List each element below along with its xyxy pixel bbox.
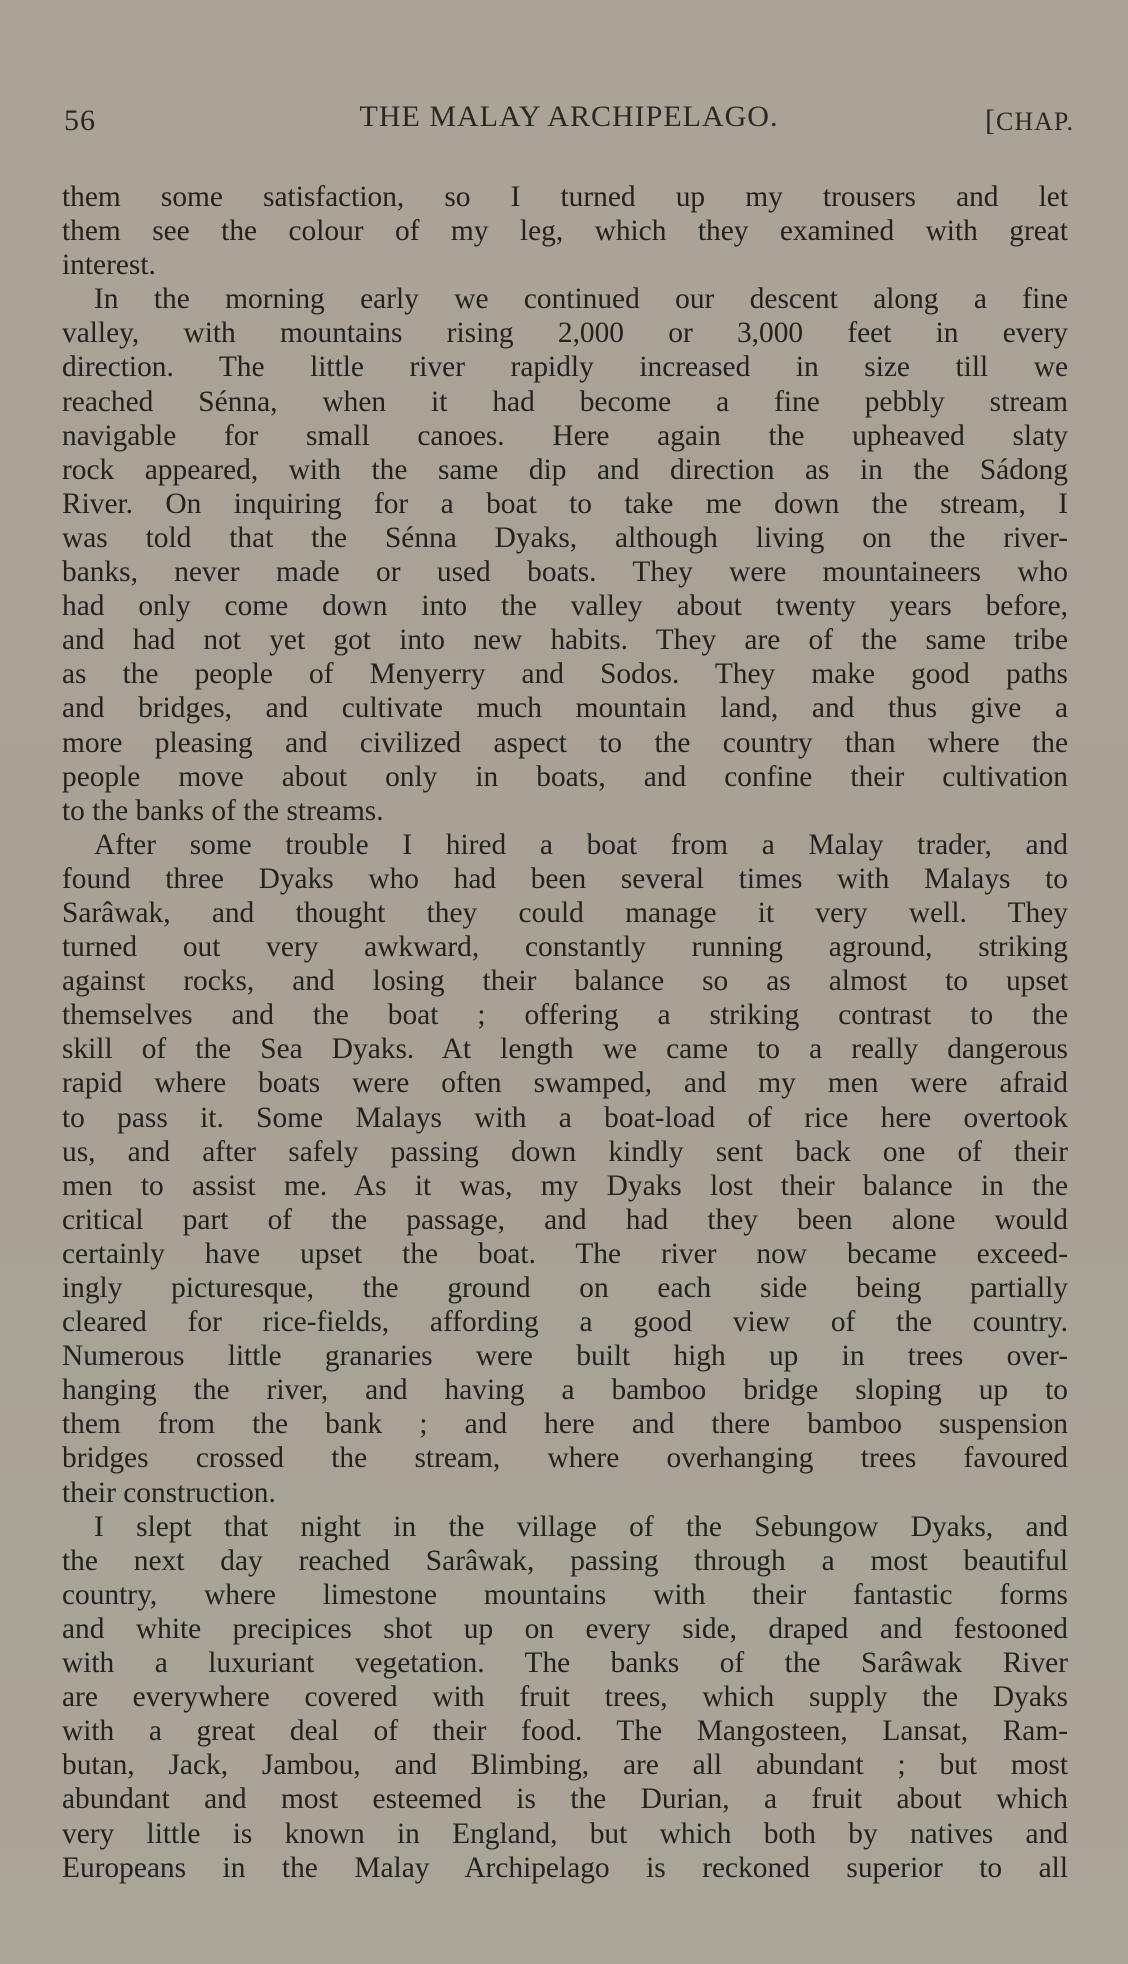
text-line: against rocks, and losing their balance so as almost to upset [62, 965, 1068, 998]
text-line: as the people of Menyerry and Sodos. They make good paths [62, 658, 1068, 691]
text-line: navigable for small canoes. Here again the upheaved slaty [62, 419, 1068, 452]
text-line: them see the colour of my leg, which they examined with great [62, 215, 1068, 248]
text-line: us, and after safely passing down kindly sent back one of their [62, 1135, 1068, 1168]
text-line: rapid where boats were often swamped, and my men were afraid [62, 1067, 1068, 1100]
text-line: abundant and most esteemed is the Durian, a fruit about which [62, 1783, 1068, 1816]
chapter-label: CHAP. [996, 107, 1074, 136]
text-line: and had not yet got into new habits. They are of the same tribe [62, 624, 1068, 657]
text-line: Europeans in the Malay Archipelago is reckoned superior to all [62, 1851, 1068, 1884]
text-line: the next day reached Sarâwak, passing through a most beautiful [62, 1544, 1068, 1577]
text-line: turned out very awkward, constantly running aground, striking [62, 931, 1068, 964]
text-line: and white precipices shot up on every side, draped and festooned [62, 1612, 1068, 1645]
text-line: country, where limestone mountains with their fantastic forms [62, 1578, 1068, 1611]
text-line: people move about only in boats, and confine their cultivation [62, 760, 1068, 793]
text-line: After some trouble I hired a boat from a Malay trader, and [94, 828, 1068, 861]
text-line: In the morning early we continued our descent along a fine [94, 283, 1068, 316]
text-line: was told that the Sénna Dyaks, although living on the river- [62, 521, 1068, 554]
text-line: more pleasing and civilized aspect to the country than where the [62, 726, 1068, 759]
text-line: very little is known in England, but which both by natives and [62, 1817, 1068, 1850]
text-line: themselves and the boat ; offering a striking contrast to the [62, 999, 1068, 1032]
text-line: with a great deal of their food. The Mangosteen, Lansat, Ram- [62, 1715, 1068, 1748]
text-line: with a luxuriant vegetation. The banks of the Sarâwak River [62, 1647, 1068, 1680]
text-line: their construction. [62, 1476, 276, 1509]
text-line: direction. The little river rapidly increased in size till we [62, 351, 1068, 384]
text-line: men to assist me. As it was, my Dyaks lost their balance in the [62, 1169, 1068, 1202]
text-line: had only come down into the valley about twenty years before, [62, 590, 1068, 623]
text-line: interest. [62, 249, 156, 282]
text-line: critical part of the passage, and had they been alone would [62, 1203, 1068, 1236]
text-line: bridges crossed the stream, where overhanging trees favoured [62, 1442, 1068, 1475]
text-line: Numerous little granaries were built high up in trees over- [62, 1340, 1068, 1373]
text-line: are everywhere covered with fruit trees, which supply the Dyaks [62, 1681, 1068, 1714]
text-line: valley, with mountains rising 2,000 or 3,000 feet in every [62, 317, 1068, 350]
running-title: THE MALAY ARCHIPELAGO. [359, 100, 779, 133]
text-line: banks, never made or used boats. They were mountaineers who [62, 556, 1068, 589]
running-head [64, 98, 1074, 142]
text-line: skill of the Sea Dyaks. At length we came to a really dangerous [62, 1033, 1068, 1066]
text-line: Sarâwak, and thought they could manage it very well. They [62, 896, 1068, 929]
page-number: 56 [64, 104, 96, 137]
text-line: cleared for rice-fields, affording a good view of the country. [62, 1306, 1068, 1339]
text-line: found three Dyaks who had been several times with Malays to [62, 862, 1068, 895]
chapter-mark [985, 104, 1074, 138]
text-line: rock appeared, with the same dip and direction as in the Sádong [62, 453, 1068, 486]
text-line: certainly have upset the boat. The river now became exceed- [62, 1237, 1068, 1270]
text-line: River. On inquiring for a boat to take me down the stream, I [62, 487, 1068, 520]
chapter-bracket: [ [985, 104, 997, 137]
text-line: and bridges, and cultivate much mountain land, and thus give a [62, 692, 1068, 725]
text-line: I slept that night in the village of the Sebungow Dyaks, and [94, 1510, 1068, 1543]
text-line: ingly picturesque, the ground on each side being partially [62, 1272, 1068, 1304]
body-text [62, 180, 1068, 1885]
text-line: to pass it. Some Malays with a boat-load of rice here overtook [62, 1101, 1068, 1134]
text-line: reached Sénna, when it had become a fine pebbly stream [62, 385, 1068, 418]
text-line: them some satisfaction, so I turned up my trousers and let [62, 181, 1068, 213]
text-line: to the banks of the streams. [62, 794, 384, 827]
text-line: butan, Jack, Jambou, and Blimbing, are all abundant ; but most [62, 1749, 1068, 1782]
text-line: them from the bank ; and here and there bamboo suspension [62, 1408, 1068, 1441]
text-line: hanging the river, and having a bamboo bridge sloping up to [62, 1374, 1068, 1407]
